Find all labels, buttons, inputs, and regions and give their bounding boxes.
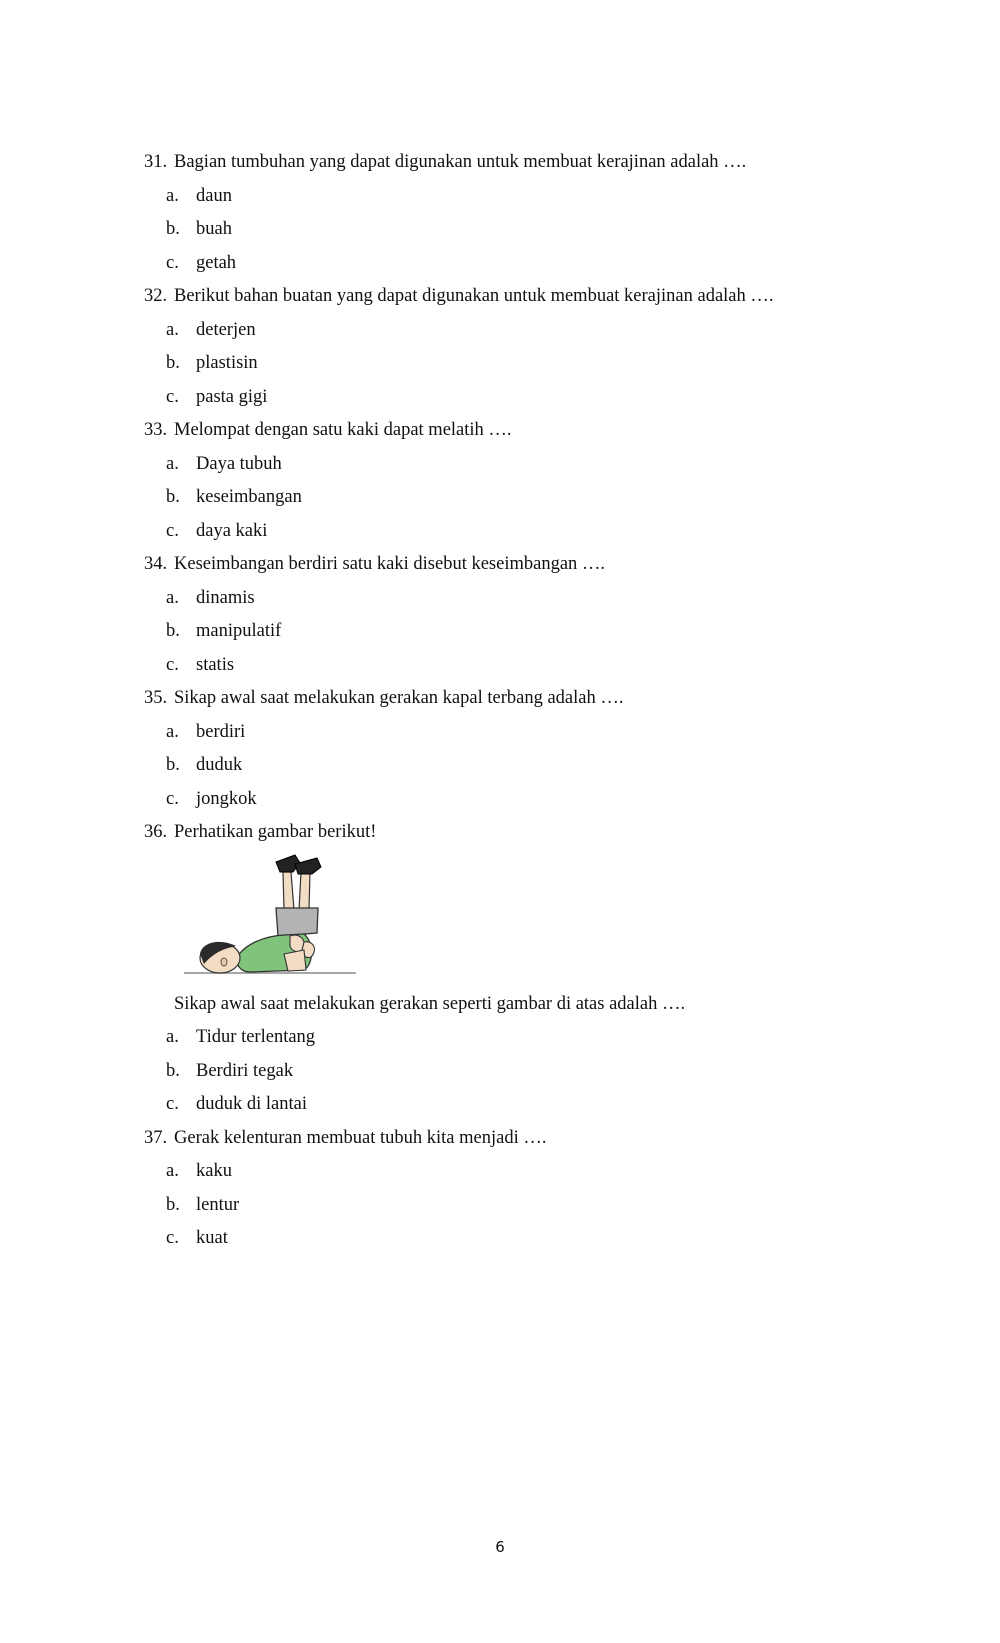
option-b [144,347,904,381]
option-letter: b. [166,1060,180,1081]
question-number: 34. [144,554,168,574]
question-text: Perhatikan gambar berikut! [174,822,377,842]
question-text: Melompat dengan satu kaki dapat melatih …. [174,420,512,440]
option-letter: a. [166,1161,179,1181]
option-text: Tidur terlentang [196,1027,316,1047]
option-letter: a. [166,1027,179,1047]
option-text: getah [196,252,237,273]
option-c [144,649,904,683]
option-letter: c. [166,654,179,675]
option-c [144,1222,904,1256]
option-letter: a. [166,185,179,206]
question-stem: Sikap awal saat melakukan gerakan seperti gambar di atas adalah …. [174,993,686,1014]
option-letter: c. [166,386,179,407]
option-letter: b. [166,219,180,239]
option-letter: a. [166,453,179,474]
option-a [144,582,904,616]
option-letter: c. [166,788,179,809]
page-number: 6 [495,1538,505,1556]
option-b [144,749,904,783]
exercise-illustration [144,850,904,988]
option-a [144,1155,904,1189]
option-letter: c. [166,1094,179,1114]
question-text: Gerak kelenturan membuat tubuh kita menjadi …. [174,1127,547,1148]
option-b [144,1189,904,1223]
option-text: buah [196,219,232,239]
shorts [276,908,318,936]
option-letter: a. [166,587,179,608]
option-text: lentur [196,1194,240,1215]
question-37 [144,1122,904,1256]
option-letter: b. [166,353,180,373]
option-letter: c. [166,1228,179,1248]
option-text: statis [196,654,235,675]
option-c [144,1088,904,1122]
question-number: 37. [144,1127,168,1148]
ear [221,958,227,966]
option-text: pasta gigi [196,386,268,407]
option-b [144,1055,904,1089]
option-text: plastisin [196,353,258,373]
option-text: deterjen [196,319,256,340]
question-list [144,146,904,1256]
question-text: Sikap awal saat melakukan gerakan kapal terbang adalah …. [174,688,624,708]
option-text: daya kaki [196,520,268,541]
question-36 [144,816,904,1122]
option-text: Daya tubuh [196,453,282,474]
arm [284,950,306,971]
question-text: Berikut bahan buatan yang dapat digunakan untuk membuat kerajinan adalah …. [174,286,774,306]
option-text: daun [196,185,232,206]
option-text: Berdiri tegak [196,1060,294,1081]
option-c [144,515,904,549]
option-text: berdiri [196,721,246,742]
question-31 [144,146,904,280]
option-b [144,481,904,515]
option-letter: a. [166,721,179,742]
option-letter: b. [166,1194,180,1215]
option-c [144,783,904,817]
option-text: kaku [196,1161,232,1181]
option-c [144,247,904,281]
option-letter: a. [166,319,179,340]
question-35 [144,682,904,816]
leg-left [283,872,294,910]
option-text: duduk [196,755,243,775]
question-34 [144,548,904,682]
question-32 [144,280,904,414]
option-b [144,213,904,247]
question-number: 33. [144,420,168,440]
option-text: manipulatif [196,621,282,641]
option-text: jongkok [196,788,257,809]
option-b [144,615,904,649]
option-a [144,180,904,214]
leg-right [299,872,310,910]
option-letter: b. [166,621,180,641]
option-a [144,314,904,348]
legs-up-exercise-figure [180,850,360,988]
option-a [144,1021,904,1055]
option-text: duduk di lantai [196,1094,307,1114]
question-number: 35. [144,688,168,708]
question-number: 31. [144,152,168,172]
option-letter: b. [166,755,180,775]
question-number: 36. [144,822,168,842]
option-c [144,381,904,415]
option-letter: b. [166,487,180,507]
option-text: keseimbangan [196,487,302,507]
option-letter: c. [166,252,179,273]
question-text: Keseimbangan berdiri satu kaki disebut keseimbangan …. [174,554,606,574]
option-text: dinamis [196,587,255,608]
option-a [144,716,904,750]
option-letter: c. [166,520,179,541]
question-33 [144,414,904,548]
question-number: 32. [144,286,168,306]
option-a [144,448,904,482]
question-text: Bagian tumbuhan yang dapat digunakan untuk membuat kerajinan adalah …. [174,152,747,172]
option-text: kuat [196,1228,228,1248]
